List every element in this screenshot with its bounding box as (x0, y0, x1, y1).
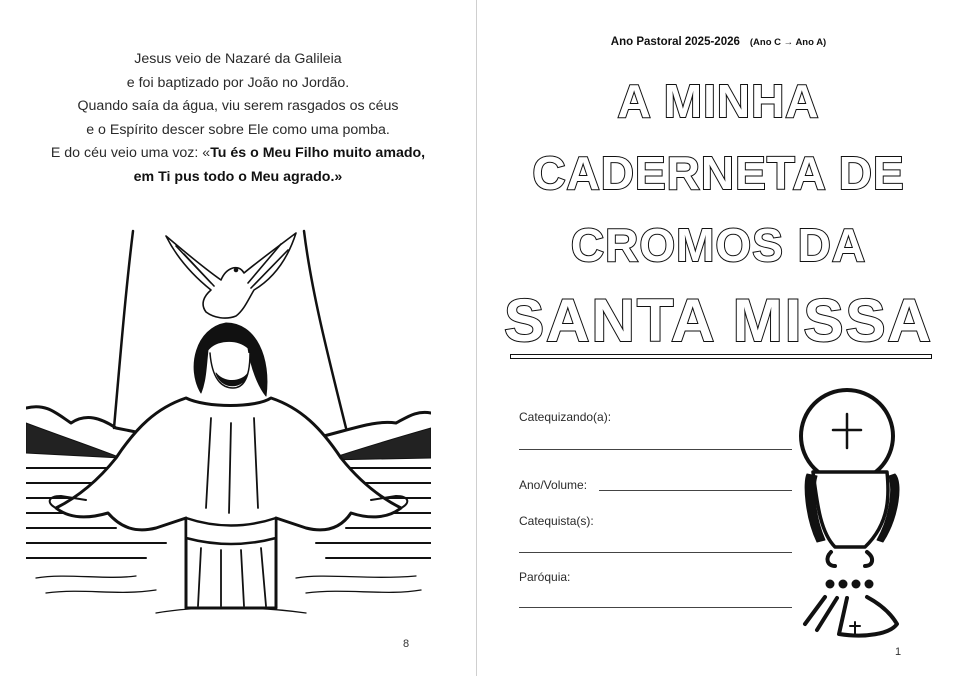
right-page (477, 0, 960, 676)
left-page (0, 0, 476, 676)
chalice-icon (795, 372, 937, 640)
catechized-field[interactable] (519, 449, 792, 450)
pastoral-year-title: Ano Pastoral 2025-2026 (610, 36, 740, 48)
pastoral-year-header (477, 36, 960, 48)
verse-line: Jesus veio de Nazaré da Galileia (134, 51, 342, 67)
cover-title-line-2: CADERNETA DE (532, 147, 905, 199)
baptism-illustration (26, 228, 431, 623)
page-number: 1 (895, 646, 902, 658)
parish-label: Paróquia: (519, 570, 571, 584)
catechist-label: Catequista(s): (519, 514, 594, 528)
catechized-label: Catequizando(a): (519, 410, 612, 424)
verse-line: Quando saía da água, viu serem rasgados os céus (77, 98, 399, 114)
verse-line: e o Espírito descer sobre Ele como uma pomba. (86, 121, 390, 138)
title-underline (510, 354, 932, 359)
divine-voice-quote: em Ti pus todo o Meu agrado.» (133, 168, 343, 185)
page-number: 8 (403, 638, 410, 650)
divine-voice-quote: Tu és o Meu Filho muito amado, (210, 145, 426, 161)
verse-line: E do céu veio uma voz: «Tu és o Meu Filho muito amado, (50, 145, 426, 161)
cover-title-main: SANTA MISSA (504, 287, 933, 354)
cover-title-line-3: CROMOS DA (570, 219, 867, 271)
verse-line: e foi baptizado por João no Jordão. (126, 74, 350, 91)
cover-title-line-1: A MINHA (617, 75, 820, 127)
year-volume-field[interactable] (599, 490, 792, 491)
gospel-verse (0, 48, 476, 189)
dove-icon (166, 233, 296, 318)
catechist-field[interactable] (519, 552, 792, 553)
liturgical-cycle: (Ano C → Ano A) (749, 37, 827, 48)
year-volume-label: Ano/Volume: (519, 478, 588, 492)
parish-field[interactable] (519, 607, 792, 608)
verse-line (0, 166, 476, 190)
